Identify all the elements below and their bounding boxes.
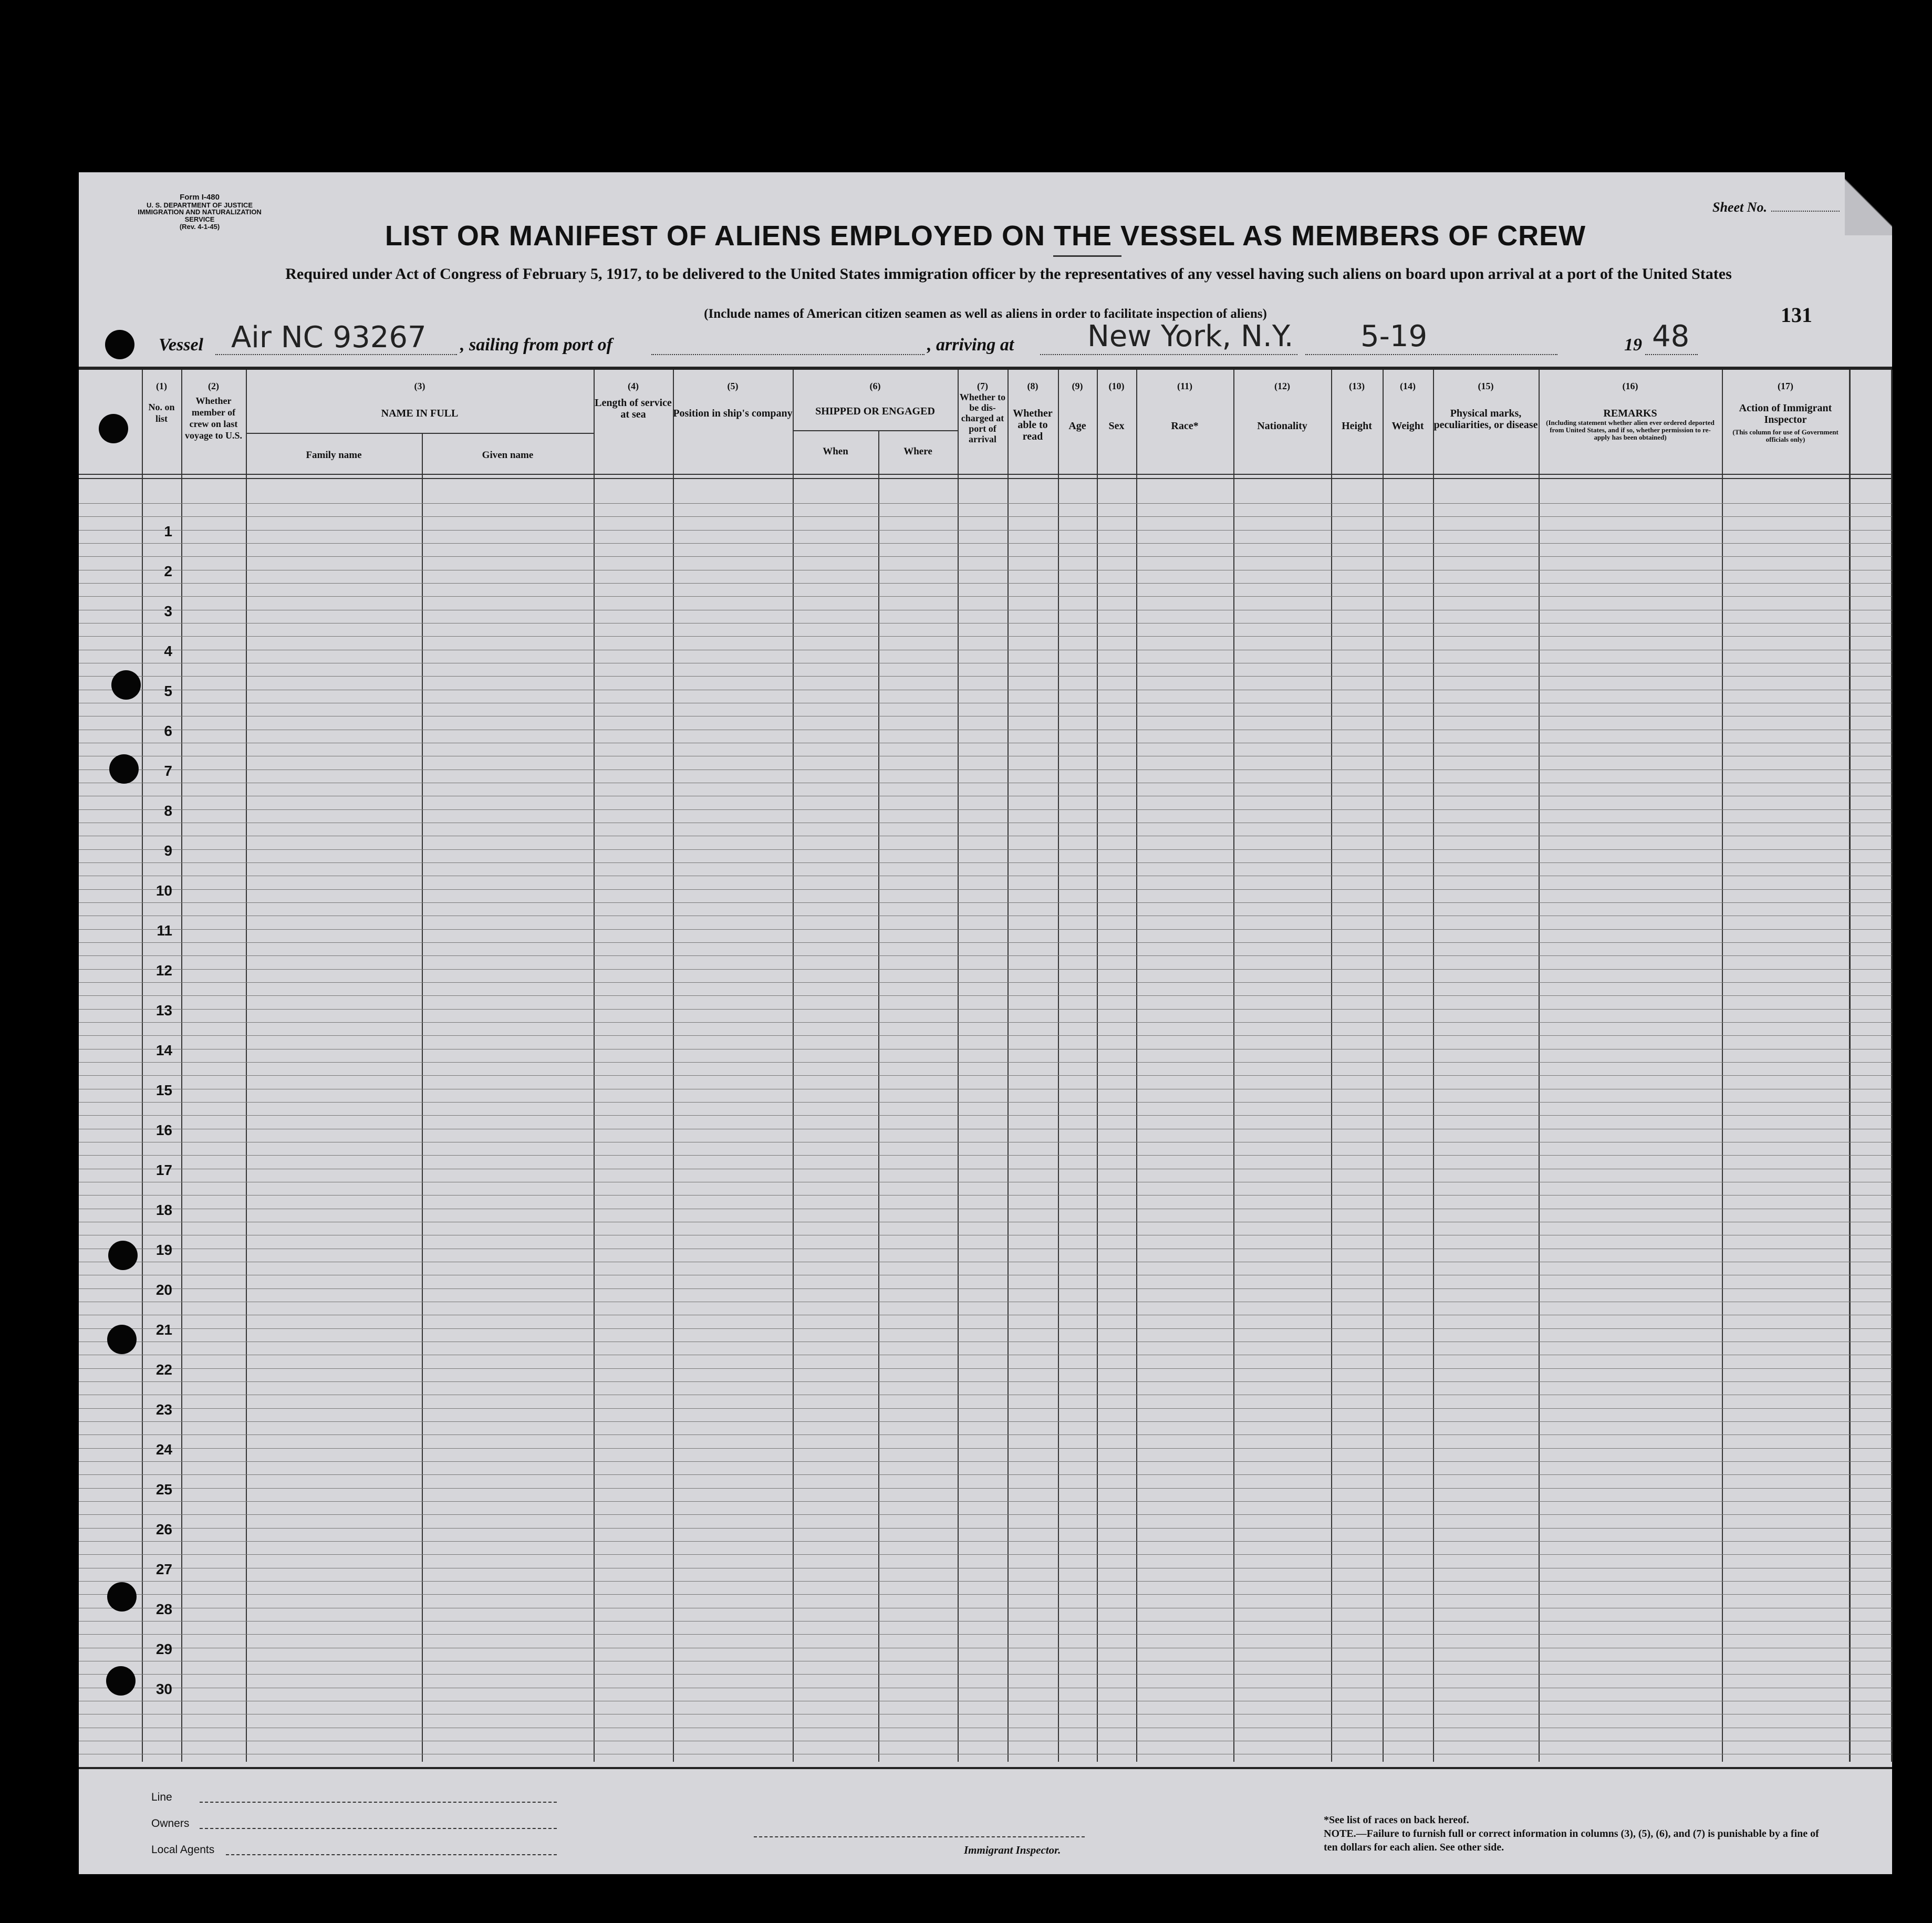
inspector-signature-field[interactable] [754, 1836, 1085, 1837]
ruled-line [79, 516, 1892, 517]
date-handwritten: 5-19 [1360, 319, 1428, 354]
ruled-line [79, 1528, 1892, 1529]
row-number: 13 [155, 1002, 172, 1018]
line-field[interactable] [200, 1802, 557, 1803]
col-9-number: (9) [1072, 381, 1083, 391]
punch-hole [105, 330, 134, 359]
col-13-header [1331, 380, 1383, 432]
arriving-at-label: , arriving at [927, 335, 1014, 355]
ruled-line [79, 556, 1892, 557]
punch-hole [109, 754, 139, 784]
col-14-label: Weight [1391, 420, 1424, 432]
shipped-subheader-rule [793, 430, 958, 431]
year-prefix: 19 [1624, 335, 1642, 355]
form-revision: (Rev. 4-1-45) [179, 222, 220, 231]
col-1-number: (1) [156, 381, 167, 391]
col-7-header [958, 380, 1007, 444]
page-title: LIST OR MANIFEST OF ALIENS EMPLOYED ON THE VESSEL AS MEMBERS OF CREW [385, 220, 1586, 252]
row-number: 6 [164, 723, 172, 739]
col-2-number: (2) [208, 381, 219, 391]
col-13-number: (13) [1349, 381, 1365, 391]
ruled-line [79, 1288, 1892, 1289]
row-number: 4 [164, 643, 172, 659]
ruled-line [79, 1022, 1892, 1023]
col-5-number: (5) [727, 381, 739, 391]
races-note: *See list of races on back hereof. [1324, 1814, 1469, 1826]
col-15-number: (15) [1478, 381, 1494, 391]
ruled-line [79, 889, 1892, 890]
col-3-header [246, 380, 594, 419]
col-2-header [181, 380, 246, 441]
ruled-line [79, 1594, 1892, 1595]
ruled-line [79, 1514, 1892, 1515]
col-15-label: Physical marks, peculiarities, or disease [1434, 408, 1538, 431]
ruled-line [79, 1155, 1892, 1156]
ruled-line [79, 1035, 1892, 1036]
ruled-line [79, 1674, 1892, 1675]
when-header: When [823, 446, 848, 457]
row-number: 10 [155, 882, 172, 899]
ruled-line [79, 503, 1892, 504]
header-bottom-rule [79, 474, 1892, 475]
row-number: 29 [155, 1641, 172, 1657]
ruled-line [79, 1381, 1892, 1382]
ruled-line [79, 530, 1892, 531]
row-number: 23 [155, 1401, 172, 1418]
ruled-line [79, 676, 1892, 677]
col-6-header [793, 380, 958, 417]
col-6-number: (6) [869, 381, 881, 391]
ruled-line [79, 955, 1892, 956]
table-body [79, 480, 1892, 1762]
ruled-line [79, 1328, 1892, 1329]
col-14-header [1383, 380, 1433, 432]
where-header: Where [903, 446, 932, 457]
ruled-line [79, 929, 1892, 930]
col-9-label: Age [1068, 420, 1086, 432]
ruled-line [79, 995, 1892, 996]
subtitle-note: (Include names of American citizen seamen as well as aliens in order to facilitate inspection of aliens) [704, 307, 1267, 321]
ruled-line [79, 1009, 1892, 1010]
col-11-label: Race* [1171, 420, 1199, 432]
row-number: 1 [164, 523, 172, 539]
vessel-line [126, 319, 1875, 361]
ruled-line [79, 1541, 1892, 1542]
header-bottom-rule-2 [79, 478, 1892, 479]
year-handwritten: 48 [1652, 319, 1690, 354]
ruled-line [79, 583, 1892, 584]
ruled-line [79, 849, 1892, 850]
ruled-line [79, 596, 1892, 597]
col-17-label: Action of Immigrant Inspector [1739, 402, 1832, 425]
inspector-label: Immigrant Inspector. [964, 1844, 1061, 1856]
col-4-header [594, 380, 673, 420]
col-11-number: (11) [1177, 381, 1192, 391]
ruled-line [79, 1448, 1892, 1449]
ruled-line [79, 1488, 1892, 1489]
col-3-label: NAME IN FULL [381, 408, 459, 419]
ruled-line [79, 1115, 1892, 1116]
row-number: 25 [155, 1481, 172, 1498]
given-name-header: Given name [482, 450, 534, 461]
col-16-label: REMARKS [1603, 408, 1657, 419]
footer [79, 1780, 1892, 1869]
ruled-line [79, 636, 1892, 637]
col-5-label: Position in ship's company [673, 408, 793, 419]
ruled-line [79, 1501, 1892, 1502]
form-number: Form I-480 [180, 193, 220, 202]
row-number: 24 [155, 1441, 172, 1458]
ruled-line [79, 1634, 1892, 1635]
col-1-header [142, 380, 181, 424]
sheet-number-field [1712, 200, 1840, 215]
stamped-page-number: 131 [1781, 303, 1812, 327]
owners-field[interactable] [200, 1828, 557, 1829]
ruled-line [79, 1421, 1892, 1422]
local-agents-field[interactable] [226, 1854, 557, 1855]
col-7-number: (7) [977, 381, 988, 391]
penalty-note: NOTE.—Failure to furnish full or correct information in columns (3), (5), (6), and (7) is punishable by a fine of ten dollars for each alien. See other side. [1324, 1828, 1819, 1853]
ruled-line [79, 1195, 1892, 1196]
col-11-header [1136, 380, 1233, 432]
ruled-line [79, 1408, 1892, 1409]
col-8-header [1007, 380, 1058, 442]
col-8-label: Whether able to read [1013, 408, 1053, 442]
col-5-header [673, 380, 793, 419]
name-subheader-rule [246, 433, 594, 434]
col-3-number: (3) [414, 381, 425, 391]
col-9-header [1058, 380, 1097, 432]
col-12-label: Nationality [1257, 420, 1307, 432]
punch-hole [111, 670, 141, 700]
title-divider [1053, 255, 1121, 257]
ruled-line [79, 902, 1892, 903]
local-agents-label: Local Agents [151, 1844, 215, 1856]
ruled-line [79, 543, 1892, 544]
ruled-line [79, 1474, 1892, 1475]
ruled-line [79, 1075, 1892, 1076]
col-17-number: (17) [1778, 381, 1793, 391]
row-number: 26 [155, 1521, 172, 1537]
col-1-label: No. on list [148, 402, 175, 424]
col-7-label: Whether to be dis-charged at port of arrival [959, 392, 1006, 444]
ruled-line [79, 942, 1892, 943]
arriving-at-field[interactable] [1040, 354, 1297, 355]
row-number: 21 [155, 1322, 172, 1338]
row-number: 14 [155, 1042, 172, 1058]
col-12-header [1233, 380, 1331, 432]
col-16-header [1539, 380, 1722, 441]
inspector-col-note: (This column for use of Government officials only) [1732, 428, 1838, 443]
sheet-number-blank[interactable] [1771, 211, 1840, 212]
sheet-number-label: Sheet No. [1712, 200, 1767, 215]
vessel-handwritten: Air NC 93267 [231, 320, 427, 355]
ruled-line [79, 1581, 1892, 1582]
col-4-number: (4) [628, 381, 639, 391]
punch-hole [107, 1582, 137, 1612]
col-8-number: (8) [1027, 381, 1038, 391]
row-number: 9 [164, 843, 172, 859]
manifest-sheet [79, 172, 1892, 1874]
col-10-label: Sex [1108, 420, 1125, 432]
row-number: 22 [155, 1361, 172, 1378]
punch-hole [107, 1325, 137, 1354]
ruled-line [79, 809, 1892, 810]
row-number: 20 [155, 1282, 172, 1298]
year-field[interactable] [1645, 354, 1698, 355]
col-16-number: (16) [1622, 381, 1638, 391]
row-number: 16 [155, 1122, 172, 1138]
row-number: 3 [164, 603, 172, 619]
row-number: 30 [155, 1681, 172, 1697]
row-number: 27 [155, 1561, 172, 1577]
row-number: 8 [164, 803, 172, 819]
vessel-label: Vessel [159, 335, 203, 355]
ruled-line [79, 1102, 1892, 1103]
col-14-number: (14) [1400, 381, 1416, 391]
col-17-header [1722, 380, 1849, 443]
row-number: 7 [164, 763, 172, 779]
form-service: IMMIGRATION AND NATURALIZATION SERVICE [138, 208, 262, 224]
owners-label: Owners [151, 1817, 190, 1830]
row-number: 2 [164, 563, 172, 579]
col-10-number: (10) [1108, 381, 1125, 391]
col-2-label: Whether member of crew on last voyage to U.S. [185, 396, 242, 441]
arriving-at-handwritten: New York, N.Y. [1087, 319, 1294, 354]
col-15-header [1433, 380, 1539, 431]
col-4-label: Length of service at sea [595, 397, 672, 420]
remarks-note: (Including statement whether alien ever ordered deported from United States, and if so, whether permission to re-apply has been obtained) [1546, 419, 1715, 441]
col-13-label: Height [1342, 420, 1372, 432]
row-number: 18 [155, 1202, 172, 1218]
row-number: 17 [155, 1162, 172, 1178]
ruled-line [79, 982, 1892, 983]
punch-hole [99, 414, 128, 443]
col-12-number: (12) [1274, 381, 1290, 391]
row-number: 15 [155, 1082, 172, 1098]
ruled-line [79, 1062, 1892, 1063]
row-number: 12 [155, 962, 172, 979]
row-number: 28 [155, 1601, 172, 1617]
form-department: U. S. DEPARTMENT OF JUSTICE [147, 201, 253, 209]
ruled-line [79, 1461, 1892, 1462]
row-number: 19 [155, 1242, 172, 1258]
ruled-line [79, 862, 1892, 863]
punch-hole [106, 1666, 136, 1696]
ruled-line [79, 1554, 1892, 1555]
col-10-header [1097, 380, 1136, 432]
line-label: Line [151, 1791, 172, 1803]
col-6-label: SHIPPED OR ENGAGED [815, 406, 935, 417]
sailing-from-field[interactable] [651, 354, 925, 355]
row-number: 11 [157, 922, 172, 939]
date-field[interactable] [1305, 354, 1557, 355]
ruled-line [79, 969, 1892, 970]
sailing-from-label: , sailing from port of [460, 335, 612, 355]
row-number: 5 [164, 683, 172, 699]
family-name-header: Family name [306, 450, 362, 461]
crew-manifest-table [79, 367, 1892, 1769]
ruled-line [79, 1368, 1892, 1369]
page-subtitle: Required under Act of Congress of February 5, 1917, to be delivered to the United States immigration officer by the representatives of any vessel having such aliens on board upon arrival at a port of the United States [285, 265, 1732, 283]
punch-hole [108, 1241, 138, 1270]
